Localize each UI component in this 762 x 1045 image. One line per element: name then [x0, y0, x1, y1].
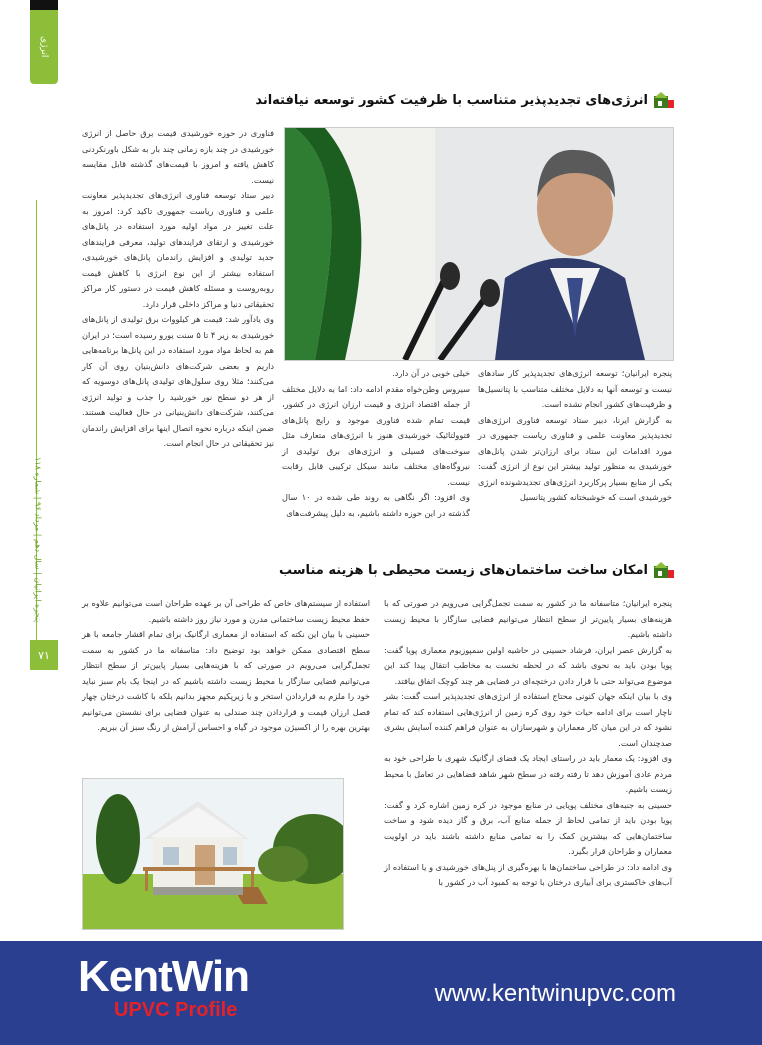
- paragraph: به گزارش عصر ایران، فرشاد حسینی در حاشیه اولین سمپوزیوم معماری پویا گفت: پویا بودن باید به نحوی باشد که در لحظه نخست به مخاطب انتقال پیدا کند این موضوع می‌تواند حتی با قرار دادن درختچه‌ای در فضایی هر چند کوچک اتفاق بیافتد.: [384, 644, 672, 686]
- article1-col-middle: [282, 366, 470, 521]
- brand-url-link[interactable]: www.kentwinupvc.com: [434, 980, 676, 1007]
- article2-title: امکان ساخت ساختمان‌های زیست محیطی با هزینه مناسب: [279, 562, 648, 578]
- article1-title: انرژی‌های تجدیدپذیر متناسب با ظرفیت کشور توسعه نیافته‌اند: [255, 92, 648, 108]
- paragraph: فناوری در حوزه خورشیدی قیمت برق حاصل از انرژی خورشیدی در چند بازه زمانی چند بار به شکل باورنکردنی کاهش یافته و امروز با قیمت‌های گذشته قابل مقایسه نیست.: [82, 128, 274, 185]
- paragraph: وی افزود: اگر نگاهی به روند طی شده در ۱۰ سال گذشته در این حوزه داشته باشیم، به دلیل پیشرفت‌های: [282, 492, 470, 518]
- paragraph: استفاده از سیستم‌های خاص که طراحی آن بر عهده طراحان است می‌توانیم علاوه بر حفظ محیط زیست ساختمانی مدرن و مورد نیاز روز داشته باشیم.: [82, 598, 370, 624]
- article2-col-left: [82, 596, 370, 736]
- paragraph: وی ادامه داد: در طراحی ساختمان‌ها با بهره‌گیری از پنل‌های خورشیدی و یا استفاده از آب‌های خاکستری برای آبیاری درختان با توجه به کمبود آب در کشور با: [384, 861, 672, 887]
- speaker-photo: [284, 127, 674, 361]
- paragraph: حسینی به جنبه‌های مختلف پویایی در منابع موجود در کره زمین اشاره کرد و گفت: پویا بودن باید از تمامی لحاظ از جمله منابع آب، برق و گاز دیده شود و ساخت ساختمان‌هایی که بیشترین کمک را به تمامی منابع داشته باشند باید در اولویت معماران و طراحان قرار بگیرد.: [384, 799, 672, 856]
- brand-name: KentWin: [78, 952, 250, 1001]
- article2-headline: [279, 562, 674, 578]
- magazine-logo-icon: [654, 562, 674, 578]
- brand-subtitle: UPVC Profile: [114, 999, 238, 1021]
- paragraph: حسینی با بیان این نکته که استفاده از معماری ارگانیک برای تمام اقشار جامعه با هر سطح اقتصادی ممکن خواهد بود توضیح داد: متاسفانه ما در کشور به سمت تجمل‌گرایی می‌رویم در صورتی که با هزینه‌هایی بسیار پایین‌تر از سطح انتظار می‌توانیم فضایی سازگار با محیط زیست داشته باشیم که در اینجا یک بام سبز نباید خود را ملزم به قراردادن استخر و یا زیرپکیم مجهز بدانیم بلکه با کاشت درختان چهار فصل ارزان قیمت و قراردادن چند صندلی به عنوان فضایی برای نشستن می‌توانیم بهترین بهره را از اکسیژن موجود در گیاه و احساس آرامش از رنگ سبز آن ببریم.: [82, 629, 370, 732]
- section-tab-label-wrap: [30, 10, 58, 84]
- side-tab-cap: [30, 0, 58, 10]
- paragraph: پنجره ایرانیان؛ متاسفانه ما در کشور به سمت تجمل‌گرایی می‌رویم در صورتی که با هزینه‌های بسیار پایین‌تر از سطح انتظار می‌توانیم فضایی سازگار با محیط زیست داشته باشیم.: [384, 598, 672, 639]
- paragraph: وی افزود: یک معمار باید در راستای ایجاد یک فضای ارگانیک شهری با طراحی خود به مردم عادی آموزش دهد تا رفته رفته در سطح شهر شاهد فضاهایی در تعامل با محیط زیست باشیم.: [384, 753, 672, 794]
- article1-headline: [255, 92, 674, 108]
- eco-house-photo: [82, 778, 344, 930]
- article1-col-right: [478, 366, 672, 506]
- paragraph: دبیر ستاد توسعه فناوری انرژی‌های تجدیدپذیر معاونت علمی و فناوری ریاست جمهوری تاکید کرد: امروز به علت تغییر در مواد اولیه مورد استفاده در پانل‌های خورشیدی و ارتقای فرایندهای تولید، معرفی فرایندهای جدید تولیدی و افزایش راندمان پانل‌های خورشیدی، استفاده بیشتر از این نوع انرژی با کاهش قیمت روبه‌روست و مسئله کاهش قیمت در دستور کار مراکز تحقیقاتی دنیا و مراکز داخلی قرار دارد.: [82, 190, 274, 309]
- magazine-logo-icon: [654, 92, 674, 108]
- paragraph: سیروس وطن‌خواه مقدم ادامه داد: اما به دلایل مختلف از جمله اقتصاد انرژی و قیمت ارزان انرژی در کشور، قیمت تمام شده فناوری موجود و رایج پانل‌های فتوولتائیک خورشیدی هنوز با انرژی‌های متعارف مثل سوخت‌های فسیلی و انرژی‌های برق تولیدی از نیروگاه‌های مختلف مانند سیکل ترکیبی قابل رقابت نیست.: [282, 383, 470, 487]
- paragraph: پنجره ایرانیان؛ توسعه انرژی‌های تجدیدپذیر کار سادهای نیست و توسعه آنها به دلایل مختلف متناسب با پتانسیل‌ها و ظرفیت‌های کشور انجام نشده است.: [478, 368, 672, 409]
- issue-meta: پنجره ایرانیان | سال دهم | مرداد ۹۶ | شماره ۱۱۸: [33, 457, 43, 623]
- issue-meta-wrap: [28, 440, 48, 640]
- brand-logo: [78, 952, 318, 1025]
- paragraph: خیلی خوبی در آن دارد.: [392, 368, 470, 378]
- article2-col-right: [384, 596, 672, 891]
- paragraph: وی با بیان اینکه جهان کنونی محتاج استفاده از انرژی‌های تجدیدپذیر است گفت: بشر ناچار است برای ادامه حیات خود روی کره زمین از انرژی‌هایی استفاده کند که تمام نشود که در این میان کار معماران و شهرسازان به عنوان فراهم کننده آسایش بشری صدچندان است.: [384, 691, 672, 748]
- article1-col-left: [82, 126, 274, 452]
- page-number: ۷۱: [30, 640, 58, 670]
- paragraph: به گزارش ایرنا، دبیر ستاد توسعه فناوری انرژی‌های تجدیدپذیر معاونت علمی و فناوری ریاست جمهوری در مورد اقدامات این ستاد برای ارزان‌تر شدن پانل‌های خورشیدی به منظور تولید بیشتر این نوع از انرژی گفت: یکی از منابع بسیار پرکاربرد انرژی‌های تجدیدشونده انرژی خورشیدی است که خوشبختانه کشور پتانسیل: [478, 414, 672, 502]
- paragraph: وی یادآور شد: قیمت هر کیلووات برق تولیدی از پانل‌های خورشیدی به زیر ۴ تا ۵ سنت یورو رسیده است؛ در ایران هم به لحاظ مواد مورد استفاده در این پانل‌ها برنامه‌هایی داریم و بعضی شرکت‌های دانش‌بنیان روی آن کار می‌کنند؛ مثلا روی سلول‌های تولیدی پانل‌های دوسویه که از هر دو سطح نور خورشید را جذب و تولید انرژی می‌کنند، شرکت‌های دانش‌بنیانی در حال فعالیت هستند. ضمن اینکه درباره نحوه اتصال اینها برای افزایش راندمان نیز تحقیقاتی در حال انجام است.: [82, 314, 275, 448]
- section-tab-label: انرژی: [39, 36, 49, 58]
